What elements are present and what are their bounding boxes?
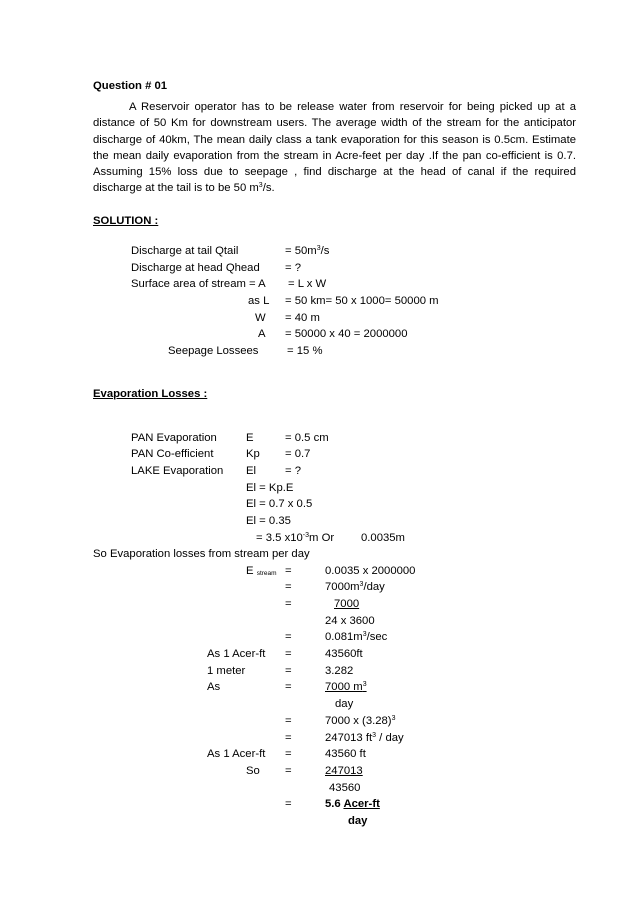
tail-label: Discharge at tail Qtail xyxy=(131,245,239,257)
result-2: $7000m^3$/day xyxy=(325,581,385,593)
width-label: W xyxy=(255,312,266,324)
coefficient-value: = 0.7 xyxy=(285,448,311,460)
length-value: = 50 km= 50 x 1000= 50000 m xyxy=(285,295,439,307)
equation-1: El = Kp.E xyxy=(246,482,294,494)
acre2-label: As 1 Acer-ft xyxy=(207,748,266,760)
as-numerator: 7000 $m^3$ xyxy=(325,681,367,693)
question-end: /s. xyxy=(262,182,275,195)
question-superscript: 3 xyxy=(258,182,263,190)
estream-symbol: E $_{stream}$ xyxy=(246,565,277,577)
lake-label: LAKE Evaporation xyxy=(131,465,224,477)
pan-value: = 0.5 cm xyxy=(285,432,329,444)
equals-10: = xyxy=(285,748,292,760)
equals-1: = xyxy=(285,565,292,577)
so-numerator: 247013 xyxy=(325,765,363,777)
area-symbol: A xyxy=(258,328,266,340)
equals-12: = xyxy=(285,798,292,810)
meter-label: 1 meter xyxy=(207,665,246,677)
cubic-feet-result: 247013 $ft^3$ / day xyxy=(325,732,404,744)
area-value: = L x W xyxy=(288,278,327,290)
equals-2: = xyxy=(285,581,292,593)
result-4: $0.081m^3/\sec$ xyxy=(325,631,388,643)
pan-label: PAN Evaporation xyxy=(131,432,217,444)
result-3-denominator: 24 x 3600 xyxy=(325,615,375,627)
width-value: = 40 m xyxy=(285,312,320,324)
equation-4: = 3.5 $x10^{-3}m$ Or xyxy=(256,532,335,544)
coefficient-symbol: Kp xyxy=(246,448,260,460)
result-3-numerator: 7000 xyxy=(334,598,360,610)
question-body: A Reservoir operator has to be release water from reservoir for being picked up at a distance of 50 Km for downstream users. The average width of the stream for the anticipator discharge of 40km, The mean daily class a tank evaporation for this season is 0.5cm. Estimate the mean daily evaporation from the stream in Acre-feet per day .If the pan co-efficient is 0.7. Assuming 15% loss due to seepage , find discharge at the head of canal if the required discharge at the tail is to be 50 m xyxy=(93,101,576,195)
meter-value: 3.282 xyxy=(325,665,354,677)
acre-value: 43560ft xyxy=(325,648,363,660)
solution-heading: SOLUTION : xyxy=(93,215,159,227)
head-value: = ? xyxy=(285,262,302,274)
evaporation-heading: Evaporation Losses : xyxy=(93,388,208,400)
equation-2: El = 0.7 x 0.5 xyxy=(246,498,313,510)
coefficient-label: PAN Co-efficient xyxy=(131,448,214,460)
so-line: So Evaporation losses from stream per day xyxy=(93,548,310,560)
result-1: 0.0035 x 2000000 xyxy=(325,565,416,577)
as-denominator: day xyxy=(335,698,354,710)
so-label: So xyxy=(246,765,260,777)
equals-8: = xyxy=(285,715,292,727)
area-label: Surface area of stream = A xyxy=(131,278,266,290)
lake-symbol: El xyxy=(246,465,257,477)
question-text xyxy=(93,99,576,197)
equals-6: = xyxy=(285,665,292,677)
lake-value: = ? xyxy=(285,465,302,477)
so-denominator: 43560 xyxy=(329,782,361,794)
conversion: 7000 x $(3.28)^3$ xyxy=(325,715,396,727)
equation-3: El = 0.35 xyxy=(246,515,291,527)
equals-5: = xyxy=(285,648,292,660)
seepage-value: = 15 % xyxy=(287,345,323,357)
equals-11: = xyxy=(285,765,292,777)
acre2-value: 43560 ft xyxy=(325,748,366,760)
equals-4: = xyxy=(285,631,292,643)
equals-9: = xyxy=(285,732,292,744)
area-result: = 50000 x 40 = 2000000 xyxy=(285,328,408,340)
as-label: As xyxy=(207,681,221,693)
equals-7: = xyxy=(285,681,292,693)
equation-4-alt: 0.0035m xyxy=(361,532,405,544)
acre-label: As 1 Acer-ft xyxy=(207,648,266,660)
question-title: Question # 01 xyxy=(93,80,168,92)
final-answer-denominator: day xyxy=(348,815,368,827)
tail-value: = $50m^3/s$ xyxy=(285,245,330,257)
equals-3: = xyxy=(285,598,292,610)
seepage-label: Seepage Lossees xyxy=(168,345,259,357)
pan-symbol: E xyxy=(246,432,254,444)
final-answer-numerator: 5.6 Acer-ft xyxy=(325,798,380,810)
length-label: as L xyxy=(248,295,270,307)
head-label: Discharge at head Qhead xyxy=(131,262,260,274)
